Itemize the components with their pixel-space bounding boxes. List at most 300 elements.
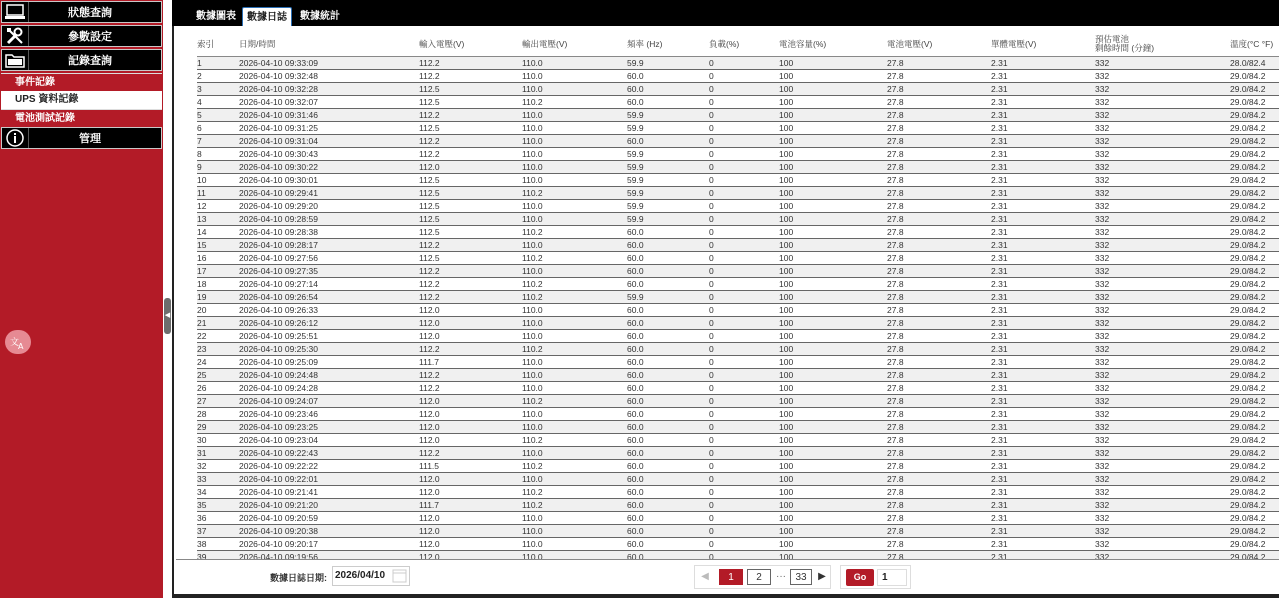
table-cell: 14 [197, 225, 239, 238]
table-cell: 112.5 [419, 199, 522, 212]
table-cell: 112.0 [419, 316, 522, 329]
table-cell: 100 [779, 524, 887, 537]
table-cell: 100 [779, 225, 887, 238]
table-cell: 111.5 [419, 459, 522, 472]
table-cell: 0 [709, 95, 779, 108]
table-row [197, 199, 1279, 212]
table-cell: 29.0/84.2 [1230, 173, 1279, 186]
table-cell: 2.31 [991, 433, 1095, 446]
sidebar-collapse-handle[interactable]: ◀ [164, 298, 171, 334]
table-cell: 112.0 [419, 472, 522, 485]
table-cell: 2026-04-10 09:24:28 [239, 381, 419, 394]
table-row [197, 160, 1279, 173]
submenu-event-log[interactable]: 事件記錄 [1, 73, 162, 91]
table-cell: 110.2 [522, 433, 627, 446]
table-cell: 0 [709, 550, 779, 559]
menu-record-query[interactable] [1, 49, 162, 71]
column-header: 頻率 (Hz) [627, 33, 709, 56]
table-cell: 111.7 [419, 498, 522, 511]
table-cell: 27.8 [887, 524, 991, 537]
table-row [197, 173, 1279, 186]
tab-bar [172, 0, 1279, 26]
column-header: 單體電壓(V) [991, 33, 1095, 56]
table-row [197, 303, 1279, 316]
table-cell: 60.0 [627, 69, 709, 82]
table-cell: 2.31 [991, 537, 1095, 550]
table-cell: 29.0/84.2 [1230, 394, 1279, 407]
table-cell: 112.2 [419, 238, 522, 251]
table-cell: 110.0 [522, 134, 627, 147]
table-cell: 20 [197, 303, 239, 316]
table-cell: 112.2 [419, 446, 522, 459]
table-cell: 2026-04-10 09:26:33 [239, 303, 419, 316]
table-cell: 100 [779, 238, 887, 251]
table-cell: 2026-04-10 09:20:17 [239, 537, 419, 550]
table-cell: 7 [197, 134, 239, 147]
table-cell: 0 [709, 264, 779, 277]
table-cell: 27.8 [887, 368, 991, 381]
table-cell: 100 [779, 121, 887, 134]
table-cell: 29.0/84.2 [1230, 550, 1279, 559]
go-button[interactable]: Go [846, 569, 874, 586]
table-cell: 2.31 [991, 56, 1095, 69]
table-header-row [197, 33, 1279, 56]
table-cell: 60.0 [627, 95, 709, 108]
table-cell: 110.0 [522, 264, 627, 277]
table-cell: 60.0 [627, 134, 709, 147]
table-cell: 29.0/84.2 [1230, 186, 1279, 199]
translate-icon[interactable] [5, 330, 31, 354]
table-cell: 112.2 [419, 69, 522, 82]
table-cell: 2.31 [991, 134, 1095, 147]
table-cell: 22 [197, 329, 239, 342]
table-cell: 60.0 [627, 537, 709, 550]
table-cell: 29.0/84.2 [1230, 277, 1279, 290]
table-cell: 2.31 [991, 524, 1095, 537]
table-cell: 2.31 [991, 160, 1095, 173]
table-row [197, 420, 1279, 433]
table-cell: 332 [1095, 173, 1230, 186]
table-cell: 112.5 [419, 212, 522, 225]
table-cell: 33 [197, 472, 239, 485]
table-cell: 17 [197, 264, 239, 277]
table-cell: 2.31 [991, 316, 1095, 329]
table-cell: 27.8 [887, 225, 991, 238]
table-cell: 60.0 [627, 316, 709, 329]
table-cell: 60.0 [627, 472, 709, 485]
table-cell: 112.0 [419, 511, 522, 524]
table-cell: 100 [779, 134, 887, 147]
table-cell: 25 [197, 368, 239, 381]
table-row [197, 147, 1279, 160]
table-cell: 27.8 [887, 82, 991, 95]
table-cell: 27.8 [887, 303, 991, 316]
table-cell: 27.8 [887, 264, 991, 277]
table-cell: 0 [709, 69, 779, 82]
prev-page-icon[interactable]: ◀ [701, 571, 709, 582]
table-cell: 2.31 [991, 82, 1095, 95]
table-cell: 59.9 [627, 199, 709, 212]
table-cell: 60.0 [627, 498, 709, 511]
table-cell: 110.0 [522, 316, 627, 329]
table-cell: 2026-04-10 09:31:04 [239, 134, 419, 147]
table-cell: 28 [197, 407, 239, 420]
table-row [197, 550, 1279, 559]
table-row [197, 277, 1279, 290]
table-cell: 332 [1095, 407, 1230, 420]
table-cell: 2.31 [991, 108, 1095, 121]
table-cell: 0 [709, 498, 779, 511]
table-cell: 2026-04-10 09:22:22 [239, 459, 419, 472]
table-cell: 0 [709, 511, 779, 524]
table-cell: 0 [709, 108, 779, 121]
table-cell: 112.5 [419, 121, 522, 134]
table-cell: 0 [709, 277, 779, 290]
table-cell: 112.2 [419, 277, 522, 290]
table-cell: 19 [197, 290, 239, 303]
table-cell: 4 [197, 95, 239, 108]
table-cell: 0 [709, 134, 779, 147]
table-cell: 2.31 [991, 485, 1095, 498]
page-button-current[interactable]: 1 [719, 569, 743, 585]
page-button-next[interactable]: 2 [747, 569, 771, 585]
table-cell: 29.0/84.2 [1230, 134, 1279, 147]
menu-parameter-settings[interactable] [1, 25, 162, 47]
table-cell: 0 [709, 147, 779, 160]
table-cell: 332 [1095, 433, 1230, 446]
calendar-icon[interactable] [392, 568, 407, 583]
table-cell: 2.31 [991, 498, 1095, 511]
table-cell: 13 [197, 212, 239, 225]
table-cell: 110.0 [522, 550, 627, 559]
table-cell: 110.0 [522, 199, 627, 212]
table-cell: 2.31 [991, 225, 1095, 238]
table-cell: 110.2 [522, 342, 627, 355]
page-button-last[interactable]: 33 [790, 569, 812, 585]
table-cell: 2.31 [991, 121, 1095, 134]
table-cell: 2.31 [991, 329, 1095, 342]
table-cell: 60.0 [627, 368, 709, 381]
table-cell: 100 [779, 433, 887, 446]
table-cell: 2.31 [991, 303, 1095, 316]
table-cell: 110.0 [522, 238, 627, 251]
table-cell: 332 [1095, 251, 1230, 264]
table-cell: 2026-04-10 09:28:17 [239, 238, 419, 251]
pagination [694, 565, 831, 589]
table-cell: 2.31 [991, 212, 1095, 225]
table-cell: 0 [709, 472, 779, 485]
folder-icon [2, 50, 29, 70]
table-cell: 332 [1095, 121, 1230, 134]
table-cell: 2.31 [991, 147, 1095, 160]
table-cell: 2026-04-10 09:21:20 [239, 498, 419, 511]
table-cell: 2026-04-10 09:19:56 [239, 550, 419, 559]
table-cell: 111.7 [419, 355, 522, 368]
column-header: 電池容量(%) [779, 33, 887, 56]
tab-data-chart[interactable]: 數據圖表 [196, 11, 236, 22]
table-cell: 332 [1095, 550, 1230, 559]
table-cell: 332 [1095, 160, 1230, 173]
table-cell: 2026-04-10 09:23:04 [239, 433, 419, 446]
table-cell: 60.0 [627, 329, 709, 342]
table-cell: 27.8 [887, 511, 991, 524]
table-cell: 35 [197, 498, 239, 511]
table-row [197, 82, 1279, 95]
table-cell: 110.2 [522, 251, 627, 264]
table-cell: 38 [197, 537, 239, 550]
table-cell: 23 [197, 342, 239, 355]
table-cell: 110.0 [522, 511, 627, 524]
table-cell: 27.8 [887, 251, 991, 264]
table-cell: 27.8 [887, 342, 991, 355]
table-cell: 27.8 [887, 69, 991, 82]
menu-admin-label: 管理 [79, 133, 101, 145]
table-row [197, 251, 1279, 264]
table-cell: 2026-04-10 09:20:38 [239, 524, 419, 537]
table-row [197, 186, 1279, 199]
table-cell: 112.5 [419, 251, 522, 264]
table-cell: 332 [1095, 303, 1230, 316]
table-cell: 27.8 [887, 147, 991, 160]
table-row [197, 446, 1279, 459]
table-cell: 60.0 [627, 394, 709, 407]
table-cell: 2.31 [991, 355, 1095, 368]
table-cell: 2.31 [991, 238, 1095, 251]
table-cell: 31 [197, 446, 239, 459]
table-cell: 27.8 [887, 173, 991, 186]
table-cell: 112.5 [419, 95, 522, 108]
next-page-icon[interactable]: ▶ [818, 571, 826, 582]
table-cell: 112.0 [419, 329, 522, 342]
table-cell: 2026-04-10 09:28:59 [239, 212, 419, 225]
table-cell: 0 [709, 199, 779, 212]
submenu-battery-test-log[interactable]: 電池測試記錄 [1, 109, 162, 127]
table-cell: 60.0 [627, 225, 709, 238]
table-cell: 100 [779, 316, 887, 329]
table-cell: 100 [779, 394, 887, 407]
table-cell: 2026-04-10 09:25:09 [239, 355, 419, 368]
menu-status-query[interactable] [1, 1, 162, 23]
table-cell: 110.0 [522, 472, 627, 485]
table-cell: 60.0 [627, 407, 709, 420]
table-cell: 0 [709, 446, 779, 459]
table-cell: 100 [779, 407, 887, 420]
table-cell: 100 [779, 303, 887, 316]
table-cell: 27.8 [887, 238, 991, 251]
table-cell: 332 [1095, 498, 1230, 511]
table-cell: 110.0 [522, 537, 627, 550]
table-cell: 27.8 [887, 56, 991, 69]
table-cell: 112.2 [419, 56, 522, 69]
table-cell: 332 [1095, 342, 1230, 355]
table-cell: 10 [197, 173, 239, 186]
table-cell: 112.0 [419, 160, 522, 173]
table-cell: 60.0 [627, 524, 709, 537]
table-cell: 100 [779, 95, 887, 108]
page-ellipsis: ··· [776, 571, 786, 582]
table-cell: 59.9 [627, 212, 709, 225]
table-cell: 29.0/84.2 [1230, 524, 1279, 537]
log-date-input[interactable]: 2026/04/10 [332, 566, 410, 586]
table-cell: 110.0 [522, 160, 627, 173]
table-cell: 29.0/84.2 [1230, 472, 1279, 485]
table-cell: 0 [709, 225, 779, 238]
table-cell: 60.0 [627, 446, 709, 459]
table-cell: 29.0/84.2 [1230, 459, 1279, 472]
menu-status-query-label: 狀態查詢 [68, 7, 112, 19]
table-cell: 2026-04-10 09:30:43 [239, 147, 419, 160]
table-cell: 112.0 [419, 524, 522, 537]
table-cell: 29.0/84.2 [1230, 95, 1279, 108]
table-cell: 6 [197, 121, 239, 134]
table-cell: 29.0/84.2 [1230, 433, 1279, 446]
table-cell: 27.8 [887, 108, 991, 121]
table-cell: 110.0 [522, 355, 627, 368]
table-row [197, 407, 1279, 420]
table-cell: 29.0/84.2 [1230, 82, 1279, 95]
table-cell: 110.2 [522, 186, 627, 199]
column-header: 輸出電壓(V) [522, 33, 627, 56]
table-row [197, 264, 1279, 277]
table-cell: 110.2 [522, 95, 627, 108]
table-cell: 2 [197, 69, 239, 82]
table-cell: 27.8 [887, 407, 991, 420]
table-cell: 29.0/84.2 [1230, 251, 1279, 264]
table-cell: 110.0 [522, 212, 627, 225]
table-cell: 60.0 [627, 238, 709, 251]
table-cell: 27.8 [887, 420, 991, 433]
table-row [197, 342, 1279, 355]
submenu-ups-data-log[interactable]: UPS 資料記錄 [1, 91, 162, 109]
table-cell: 21 [197, 316, 239, 329]
table-row [197, 238, 1279, 251]
table-cell: 29.0/84.2 [1230, 511, 1279, 524]
table-cell: 332 [1095, 56, 1230, 69]
table-cell: 32 [197, 459, 239, 472]
table-cell: 112.2 [419, 108, 522, 121]
table-cell: 332 [1095, 199, 1230, 212]
table-cell: 100 [779, 147, 887, 160]
table-cell: 0 [709, 238, 779, 251]
table-cell: 2.31 [991, 420, 1095, 433]
table-cell: 2026-04-10 09:33:09 [239, 56, 419, 69]
table-cell: 2.31 [991, 95, 1095, 108]
table-cell: 29.0/84.2 [1230, 381, 1279, 394]
table-cell: 100 [779, 550, 887, 559]
table-cell: 59.9 [627, 160, 709, 173]
table-cell: 2026-04-10 09:23:46 [239, 407, 419, 420]
table-cell: 100 [779, 69, 887, 82]
table-cell: 112.5 [419, 225, 522, 238]
table-cell: 100 [779, 108, 887, 121]
table-cell: 332 [1095, 264, 1230, 277]
table-cell: 2.31 [991, 394, 1095, 407]
table-cell: 28.0/82.4 [1230, 56, 1279, 69]
table-cell: 0 [709, 82, 779, 95]
menu-admin[interactable] [1, 127, 162, 149]
table-cell: 332 [1095, 277, 1230, 290]
table-cell: 36 [197, 511, 239, 524]
table-cell: 2.31 [991, 459, 1095, 472]
table-cell: 332 [1095, 355, 1230, 368]
table-row [197, 95, 1279, 108]
table-cell: 112.0 [419, 537, 522, 550]
table-cell: 110.2 [522, 290, 627, 303]
table-cell: 0 [709, 56, 779, 69]
table-cell: 100 [779, 511, 887, 524]
table-cell: 27.8 [887, 394, 991, 407]
table-row [197, 56, 1279, 69]
tab-data-log[interactable]: 數據日誌 [242, 7, 292, 26]
table-cell: 332 [1095, 108, 1230, 121]
column-header: 索引 [197, 33, 239, 56]
table-cell: 0 [709, 212, 779, 225]
table-cell: 110.0 [522, 368, 627, 381]
table-row [197, 355, 1279, 368]
svg-text:A: A [18, 342, 24, 350]
table-cell: 110.0 [522, 303, 627, 316]
table-cell: 112.2 [419, 368, 522, 381]
table-cell: 112.0 [419, 433, 522, 446]
table-cell: 332 [1095, 329, 1230, 342]
menu-parameter-settings-label: 參數設定 [68, 31, 112, 43]
table-cell: 26 [197, 381, 239, 394]
table-cell: 29.0/84.2 [1230, 199, 1279, 212]
table-row [197, 433, 1279, 446]
table-cell: 2026-04-10 09:22:43 [239, 446, 419, 459]
table-cell: 60.0 [627, 277, 709, 290]
table-cell: 110.2 [522, 394, 627, 407]
svg-text:文: 文 [10, 338, 20, 348]
table-cell: 2026-04-10 09:29:20 [239, 199, 419, 212]
table-row [197, 212, 1279, 225]
table-cell: 2.31 [991, 277, 1095, 290]
table-cell: 29.0/84.2 [1230, 147, 1279, 160]
table-cell: 332 [1095, 95, 1230, 108]
bottom-bar [172, 594, 1279, 598]
table-cell: 0 [709, 290, 779, 303]
table-cell: 0 [709, 186, 779, 199]
table-cell: 100 [779, 472, 887, 485]
table-cell: 2026-04-10 09:30:01 [239, 173, 419, 186]
table-cell: 112.2 [419, 381, 522, 394]
table-cell: 27.8 [887, 134, 991, 147]
table-cell: 332 [1095, 368, 1230, 381]
table-cell: 100 [779, 368, 887, 381]
data-log-table-container[interactable] [197, 33, 1279, 559]
table-cell: 110.0 [522, 173, 627, 186]
table-cell: 37 [197, 524, 239, 537]
tab-data-stats[interactable]: 數據統計 [300, 11, 340, 22]
table-cell: 110.2 [522, 498, 627, 511]
table-cell: 30 [197, 433, 239, 446]
table-cell: 29.0/84.2 [1230, 407, 1279, 420]
table-cell: 5 [197, 108, 239, 121]
table-cell: 110.0 [522, 420, 627, 433]
table-cell: 60.0 [627, 511, 709, 524]
table-cell: 27.8 [887, 446, 991, 459]
table-cell: 112.5 [419, 186, 522, 199]
table-cell: 110.2 [522, 485, 627, 498]
table-cell: 29.0/84.2 [1230, 264, 1279, 277]
table-cell: 332 [1095, 472, 1230, 485]
go-page-input[interactable]: 1 [877, 569, 907, 586]
table-cell: 2.31 [991, 251, 1095, 264]
table-cell: 27.8 [887, 433, 991, 446]
table-cell: 2026-04-10 09:24:48 [239, 368, 419, 381]
table-cell: 2026-04-10 09:30:22 [239, 160, 419, 173]
table-cell: 2.31 [991, 511, 1095, 524]
